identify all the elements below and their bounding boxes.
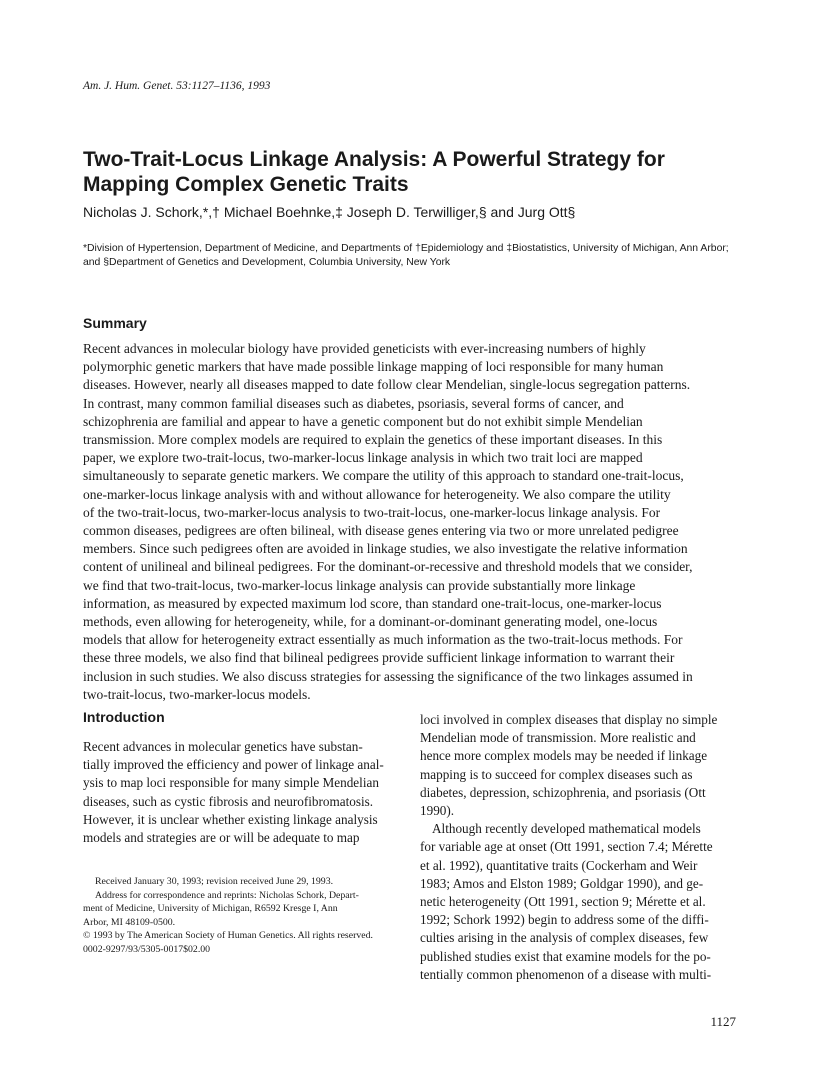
footnote-line: Address for correspondence and reprints: Nicholas Schork, Depart- (95, 889, 359, 901)
summary-line: methods, even allowing for heterogeneity, while, for a dominant-or-dominant generating model, one-locus (83, 614, 658, 630)
body-line: 1992; Schork 1992) begin to address some of the diffi- (420, 912, 709, 928)
body-line: 1990). (420, 803, 455, 819)
summary-line: one-marker-locus linkage analysis with and without allowance for heterogeneity. We also compare the utility (83, 486, 671, 502)
body-line: netic heterogeneity (Ott 1991, section 9; Mérette et al. (420, 894, 706, 910)
summary-heading: Summary (83, 315, 147, 331)
footnote-line: ment of Medicine, University of Michigan, R6592 Kresge I, Ann (83, 903, 338, 914)
summary-line: two-trait-locus, two-marker-locus models. (83, 686, 311, 702)
body-line: However, it is unclear whether existing linkage analysis (83, 811, 378, 827)
page-number: 1127 (710, 1014, 736, 1029)
body-line: loci involved in complex diseases that display no simple (420, 712, 718, 727)
summary-text (83, 340, 736, 704)
footnote-line: © 1993 by The American Society of Human Genetics. All rights reserved. (83, 930, 373, 941)
body-line: ysis to map loci responsible for many simple Mendelian (83, 775, 379, 791)
footnote-line: 0002-9297/93/5305-0017$02.00 (83, 943, 211, 955)
summary-line: models that allow for heterogeneity extract essentially as much information as the two-trait-locus methods. For (83, 632, 683, 648)
body-line: models and strategies are or will be adequate to map (83, 830, 360, 846)
summary-line: simultaneously to separate genetic markers. We compare the utility of this approach to standard one-trait-locus, (83, 468, 684, 484)
body-line: tially improved the efficiency and power of linkage anal- (83, 757, 384, 773)
summary-line: In contrast, many common familial diseases such as diabetes, psoriasis, several forms of cancer, and (83, 395, 624, 411)
summary-line: these three models, we also find that bilineal pedigrees provide sufficient linkage information to warrant their (83, 650, 675, 666)
footnote-line: Arbor, MI 48109-0500. (83, 916, 176, 928)
summary-line: of the two-trait-locus, two-marker-locus analysis to two-trait-locus, one-marker-locus linkage analysis. For (83, 504, 661, 520)
summary-line: paper, we explore two-trait-locus, two-marker-locus linkage analysis in which two trait loci are mapped (83, 450, 643, 466)
body-line: Recent advances in molecular genetics have substan- (83, 739, 363, 754)
journal-reference: Am. J. Hum. Genet. 53:1127–1136, 1993 (83, 80, 271, 92)
body-line: culties arising in the analysis of complex diseases, few (420, 930, 709, 946)
body-line: published studies exist that examine models for the po- (420, 948, 711, 964)
body-line: mapping is to succeed for complex diseases such as (420, 766, 693, 782)
summary-line: members. Since such pedigrees often are avoided in linkage studies, we also investigate the relative information (83, 541, 688, 557)
summary-line: diseases. However, nearly all diseases mapped to date follow clear Mendelian, single-locus segregation patterns. (83, 377, 691, 393)
body-line: tentially common phenomenon of a disease with multi- (420, 966, 712, 982)
author-list: Nicholas J. Schork,*,† Michael Boehnke,‡ Joseph D. Terwilliger,§ and Jurg Ott§ (83, 204, 576, 220)
body-line: for variable age at onset (Ott 1991, section 7.4; Mérette (420, 839, 713, 855)
body-line: Mendelian mode of transmission. More realistic and (420, 730, 696, 746)
affiliation-line: and §Department of Genetics and Development, Columbia University, New York (83, 257, 451, 268)
body-line: Although recently developed mathematical models (432, 821, 701, 837)
summary-line: transmission. More complex models are required to explain the genetics of these important diseases. In this (83, 432, 663, 448)
summary-line: inclusion in such studies. We also discuss strategies for assessing the significance of the two linkages assumed in (83, 668, 693, 684)
summary-line: content of unilineal and bilineal pedigrees. For the dominant-or-recessive and threshold models that we consider, (83, 559, 693, 575)
affiliation-line: *Division of Hypertension, Department of Medicine, and Departments of †Epidemiology and ‡Biostatistics, University of Michigan, Ann Arbor; (83, 243, 729, 254)
article-footnote (83, 875, 398, 956)
body-line: diabetes, depression, schizophrenia, and psoriasis (Ott (420, 784, 706, 800)
body-line: diseases, such as cystic fibrosis and neurofibromatosis. (83, 793, 374, 809)
article-title (83, 147, 763, 197)
introduction-right-column (420, 711, 736, 984)
footnote-line: Received January 30, 1993; revision received June 29, 1993. (95, 876, 334, 887)
body-line: et al. 1992), quantitative traits (Cockerham and Weir (420, 857, 698, 873)
title-line: Two-Trait-Locus Linkage Analysis: A Powerful Strategy for (83, 148, 665, 171)
body-line: hence more complex models may be needed if linkage (420, 748, 708, 764)
affiliations (83, 242, 763, 270)
introduction-left-column (83, 738, 395, 847)
summary-line: schizophrenia are familial and appear to have a genetic component but do not exhibit simple Mendelian (83, 413, 643, 429)
title-line: Mapping Complex Genetic Traits (83, 173, 409, 196)
summary-line: we find that two-trait-locus, two-marker-locus linkage analysis can provide substantially more linkage (83, 577, 636, 593)
introduction-heading: Introduction (83, 709, 165, 725)
summary-line: information, as measured by expected maximum lod score, than standard one-trait-locus, one-marker-locus (83, 595, 662, 611)
summary-line: Recent advances in molecular biology have provided geneticists with ever-increasing numbers of highly (83, 341, 646, 356)
summary-line: polymorphic genetic markers that have made possible linkage mapping of loci responsible for many human (83, 359, 664, 375)
body-line: 1983; Amos and Elston 1989; Goldgar 1990), and ge- (420, 875, 704, 891)
summary-line: common diseases, pedigrees are often bilineal, with disease genes entering via two or more unrelated pedigree (83, 523, 679, 539)
